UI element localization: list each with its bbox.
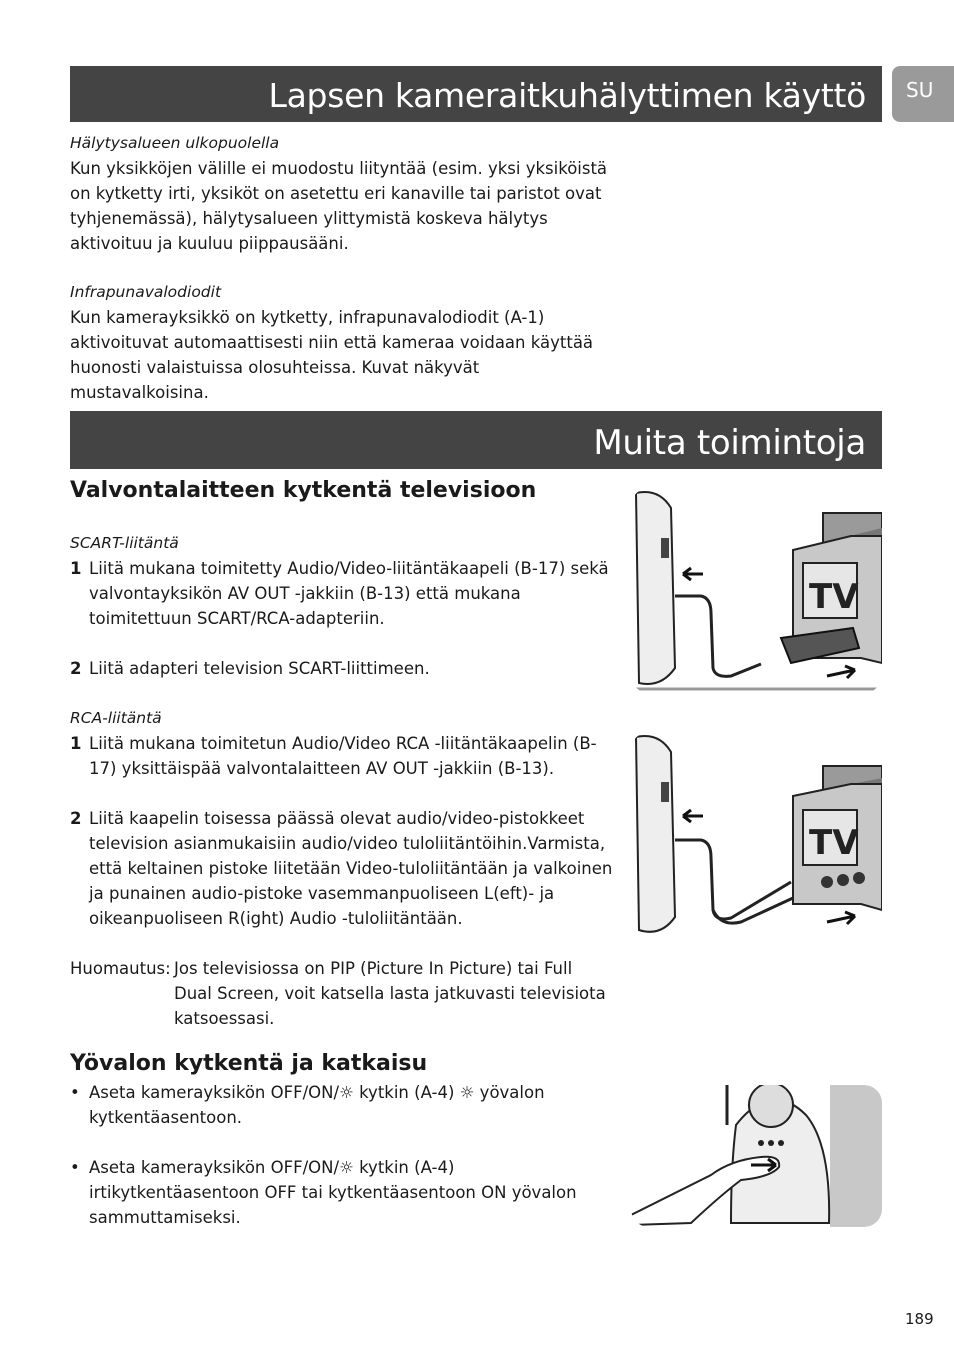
chapter-title-band	[70, 66, 882, 122]
bullet-1-part-b: kytkin (A-4)	[353, 1083, 460, 1102]
section-title: Muita toimintoja	[593, 423, 866, 463]
monitor-unit-icon	[636, 736, 675, 932]
step-number: 1	[70, 734, 82, 753]
bullet-2-part-a: Aseta kamerayksikön OFF/ON/	[89, 1158, 340, 1177]
note-label: Huomautus:	[70, 959, 171, 978]
night-light-heading: Yövalon kytkentä ja katkaisu	[70, 1051, 428, 1076]
rca-connection-illustration	[631, 732, 882, 938]
bullet-1-part-c: yövalon kytkentäasentoon.	[89, 1083, 545, 1127]
night-light-switch-svg	[631, 1085, 882, 1227]
infrared-heading: Infrapunavalodiodit	[70, 283, 222, 301]
bullet-2-part-b: kytkin (A-4) irtikytkentäasentoon OFF tai kytkentäasentoon ON yövalon sammuttamiseksi.	[89, 1158, 577, 1227]
bullet-glyph: •	[70, 1083, 80, 1102]
rca-step-2: Liitä kaapelin toisessa päässä olevat audio/video-pistokkeet television asianmukaisiin audio/video tuloliitäntöihin.Varmista, että keltainen pistoke liitetään Video-tuloliitäntään ja valkoinen ja punainen audio-pistoke vasemmanpuoliseen L(eft)- ja oikeanpuoliseen R(ight) Audio -tuloliitäntään.	[89, 809, 613, 928]
bullet-1-part-a: Aseta kamerayksikön OFF/ON/	[89, 1083, 340, 1102]
scart-heading: SCART-liitäntä	[70, 534, 179, 552]
step-number: 2	[70, 809, 82, 828]
section-title-band	[70, 411, 882, 469]
step-number: 2	[70, 659, 82, 678]
tv-label: TV	[809, 823, 859, 863]
scart-connection-svg	[631, 488, 882, 693]
chapter-title: Lapsen kameraitkuhälyttimen käyttö	[268, 76, 866, 115]
step-number: 1	[70, 559, 82, 578]
tv-label: TV	[809, 577, 859, 617]
sun-icon: ☼	[339, 1083, 354, 1102]
language-tab	[892, 66, 954, 122]
scart-connection-illustration	[631, 488, 882, 693]
rca-heading: RCA-liitäntä	[70, 709, 162, 727]
language-code: SU	[906, 78, 934, 102]
scart-step-1: Liitä mukana toimitetty Audio/Video-liitäntäkaapeli (B-17) sekä valvontayksikön AV OUT -jakkiin (B-13) että mukana toimitettuun SCART/RCA-adapteriin.	[89, 559, 609, 628]
monitor-unit-icon	[636, 492, 675, 684]
scart-step-2: Liitä adapteri television SCART-liittimeen.	[89, 659, 430, 678]
bullet-glyph: •	[70, 1158, 80, 1177]
rca-step-1: Liitä mukana toimitetun Audio/Video RCA -liitäntäkaapelin (B-17) yksittäispää valvontalaitteen AV OUT -jakkiin (B-13).	[89, 734, 597, 778]
out-of-range-heading: Hälytysalueen ulkopuolella	[70, 134, 280, 152]
rca-connection-svg	[631, 732, 882, 938]
page-number: 189	[905, 1310, 934, 1328]
sun-icon: ☼	[459, 1083, 475, 1102]
sun-icon: ☼	[339, 1158, 354, 1177]
out-of-range-body: Kun yksikköjen välille ei muodostu liityntää (esim. yksi yksiköistä on kytketty irti, yksiköt on asetettu eri kanaville tai paristot ovat tyhjenemässä), hälytysalueen ylittymistä koskeva hälytys aktivoituu ja kuuluu piippausääni.	[70, 159, 608, 253]
night-light-bullet-1	[89, 1080, 615, 1130]
night-light-bullet-2	[89, 1155, 615, 1230]
infrared-body: Kun kamerayksikkö on kytketty, infrapunavalodiodit (A-1) aktivoituvat automaattisesti niin että kameraa voidaan käyttää huonosti valaistuissa olosuhteissa. Kuvat näkyvät mustavalkoisina.	[70, 308, 594, 402]
tv-connection-heading: Valvontalaitteen kytkentä televisioon	[70, 478, 537, 503]
note-text: Jos televisiossa on PIP (Picture In Picture) tai Full Dual Screen, voit katsella lasta jatkuvasti televisiota katsoessasi.	[174, 959, 606, 1028]
night-light-switch-illustration	[631, 1085, 882, 1227]
